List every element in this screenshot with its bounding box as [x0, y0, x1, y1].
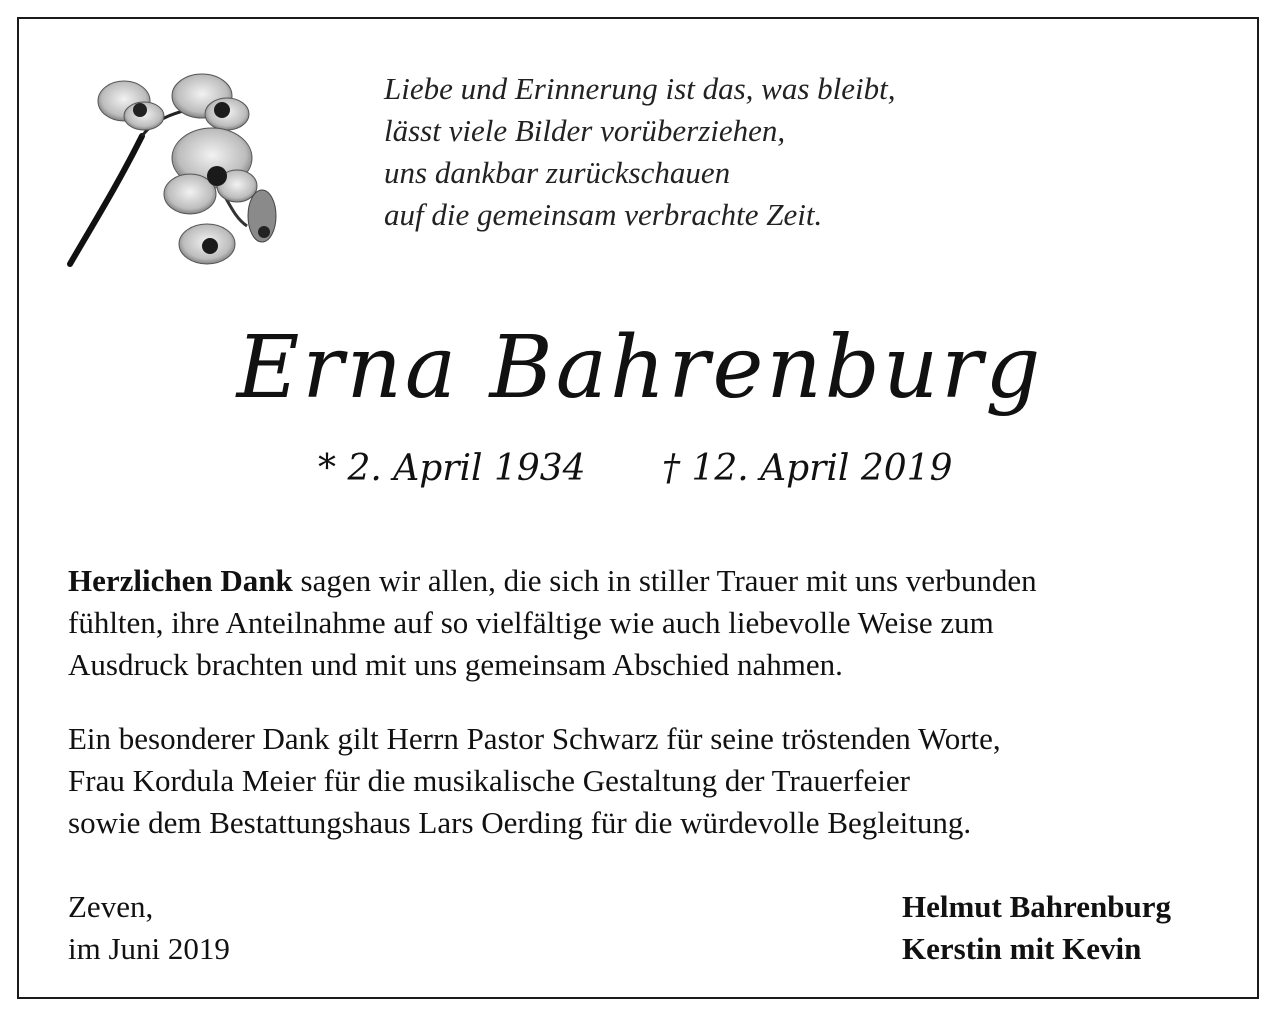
signer: Kerstin mit Kevin	[902, 931, 1142, 966]
orchid-icon	[62, 66, 292, 276]
date: im Juni 2019	[68, 931, 230, 966]
thanks-text: Ausdruck brachten und mit uns gemeinsam Abschied nahmen.	[68, 647, 843, 682]
special-thanks-line: Ein besonderer Dank gilt Herrn Pastor Schwarz für seine tröstenden Worte,	[68, 721, 1001, 756]
birth-date: * 2. April 1934	[318, 448, 586, 489]
special-thanks-line: sowie dem Bestattungshaus Lars Oerding für die würdevolle Begleitung.	[68, 805, 972, 840]
death-date: † 12. April 2019	[662, 448, 953, 489]
poem-line: Liebe und Erinnerung ist das, was bleibt,	[384, 71, 896, 106]
thanks-text: sagen wir allen, die sich in stiller Trauer mit uns verbunden	[292, 563, 1037, 598]
special-thanks-line: Frau Kordula Meier für die musikalische Gestaltung der Trauerfeier	[68, 763, 910, 798]
thanks-paragraph	[68, 560, 1228, 686]
signer: Helmut Bahrenburg	[902, 889, 1171, 924]
poem-line: lässt viele Bilder vorüberziehen,	[384, 113, 786, 148]
poem-line: auf die gemeinsam verbrachte Zeit.	[384, 197, 823, 232]
deceased-name: Erna Bahrenburg	[236, 318, 1044, 418]
thanks-lead: Herzlichen Dank	[68, 563, 293, 598]
signers	[902, 886, 1171, 970]
memorial-poem	[384, 68, 896, 236]
thanks-text: fühlten, ihre Anteilnahme auf so vielfältige wie auch liebevolle Weise zum	[68, 605, 994, 640]
place: Zeven,	[68, 889, 154, 924]
place-date	[68, 886, 230, 970]
special-thanks-paragraph	[68, 718, 1228, 844]
poem-line: uns dankbar zurückschauen	[384, 155, 731, 190]
